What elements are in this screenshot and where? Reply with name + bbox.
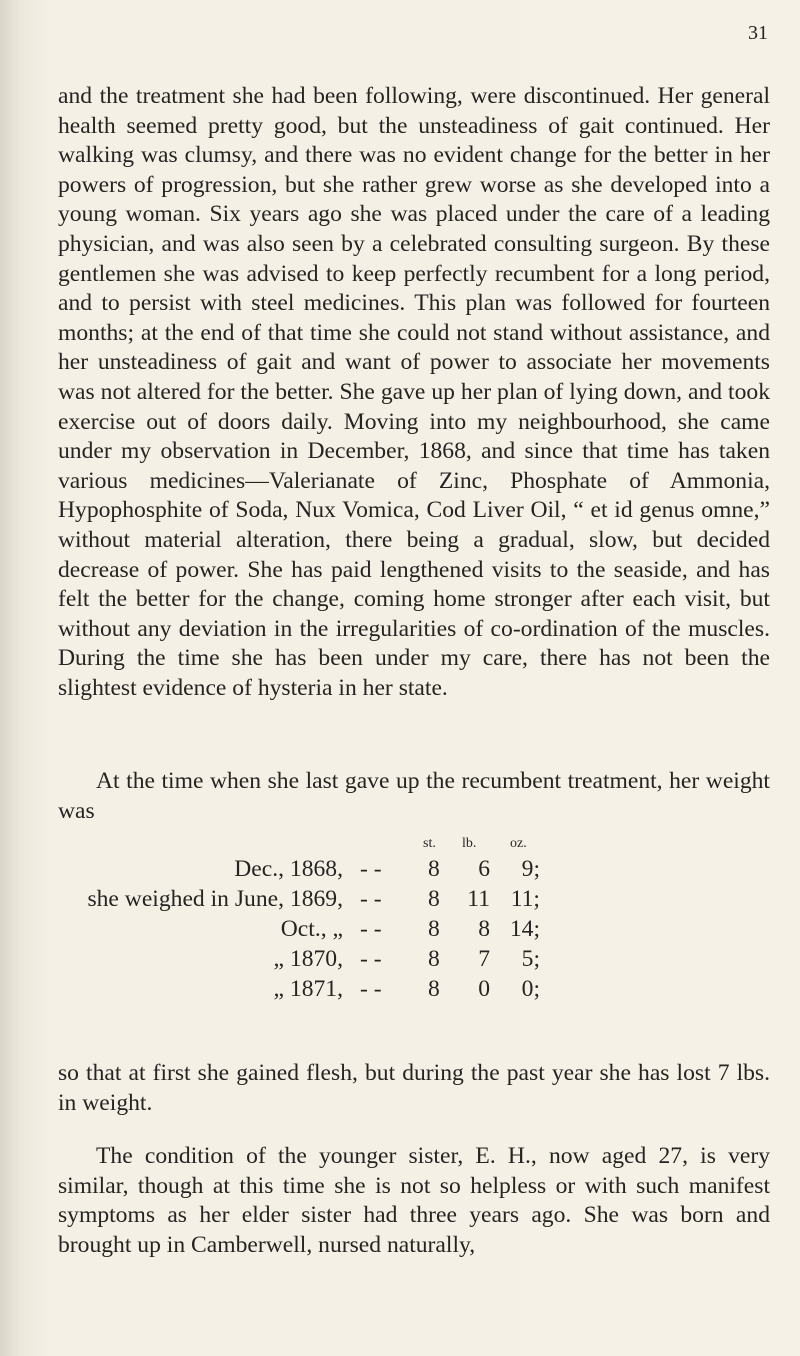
weight-ounces: 9; — [521, 856, 540, 882]
weight-date: „ 1871, — [273, 976, 343, 1002]
weight-stones: 8 — [428, 976, 440, 1002]
weight-leader: - - — [360, 946, 382, 972]
paragraph-weight-intro — [58, 767, 770, 826]
weight-stones: 8 — [428, 916, 440, 942]
weight-pounds: 7 — [478, 946, 490, 972]
paragraph-younger-sister — [58, 1142, 770, 1260]
weight-pounds: 0 — [478, 976, 490, 1002]
weight-stones: 8 — [428, 886, 440, 912]
weight-date: „ 1870, — [273, 946, 343, 972]
weight-leader: - - — [360, 916, 382, 942]
weight-pounds: 6 — [478, 856, 490, 882]
weight-row — [58, 886, 678, 916]
weight-date: she weighed in June, 1869, — [87, 886, 343, 912]
weight-row — [58, 856, 678, 886]
weight-leader: - - — [360, 976, 382, 1002]
weight-table-header — [58, 836, 678, 856]
weight-stones: 8 — [428, 856, 440, 882]
paragraph-weight-conclusion — [58, 1059, 770, 1118]
weight-row — [58, 976, 678, 1006]
paragraph-text: and the treatment she had been following, were discontinued. Her general health seemed pretty good, but the unsteadiness of gait continued. Her walking was clumsy, and there was no evident change for the better in her powers of progression, but she rather grew worse as she developed into a young woman. Six years ago she was placed under the care of a leading physician, and was also seen by a celebrated consulting surgeon. By these gentlemen she was advised to keep perfectly recumbent for a long period, and to persist with steel medicines. This plan was followed for fourteen months; at the end of that time she could not stand without assistance, and her unsteadiness of gait and want of power to associate her movements was not altered for the better. She gave up her plan of lying down, and took exercise out of doors daily. Moving into my neighbourhood, she came under my observation in December, 1868, and since that time has taken various medicines—Valerianate of Zinc, Phosphate of Ammonia, Hypophosphite of Soda, Nux Vomica, Cod Liver Oil, “ et id genus omne,” without material alteration, there being a gradual, slow, but decided decrease of power. She has paid lengthened visits to the seaside, and has felt the better for the change, coming home stronger after each visit, but without any deviation in the irregularities of co-ordination of the muscles. During the time she has been under my care, there has not been the slightest evidence of hysteria in her state. — [58, 83, 770, 701]
weight-table — [58, 836, 678, 1006]
weight-date: Dec., 1868, — [234, 856, 343, 882]
paragraph-text: The condition of the younger sister, E. H., now aged 27, is very similar, though at this time she is not so helpless or with such manifest symptoms as her elder sister had three years ago. She was born and brought up in Camberwell, nursed naturally, — [58, 1143, 770, 1258]
weight-stones: 8 — [428, 946, 440, 972]
weight-ounces: 5; — [521, 946, 540, 972]
paragraph-treatment-history — [58, 82, 770, 703]
weight-pounds: 11 — [467, 886, 490, 912]
weight-leader: - - — [360, 856, 382, 882]
weight-ounces: 14; — [509, 916, 540, 942]
weight-ounces: 0; — [521, 976, 540, 1002]
weight-row — [58, 916, 678, 946]
header-ounces: oz. — [510, 836, 527, 851]
weight-pounds: 8 — [478, 916, 490, 942]
weight-leader: - - — [360, 886, 382, 912]
page-number: 31 — [748, 22, 768, 44]
paragraph-text: At the time when she last gave up the recumbent treatment, her weight was — [58, 768, 770, 824]
header-stones: st. — [423, 836, 436, 851]
weight-date: Oct., „ — [280, 916, 343, 942]
weight-ounces: 11; — [510, 886, 540, 912]
paragraph-text: so that at first she gained flesh, but during the past year she has lost 7 lbs. in weight. — [58, 1060, 770, 1116]
header-pounds: lb. — [462, 836, 477, 851]
weight-row — [58, 946, 678, 976]
